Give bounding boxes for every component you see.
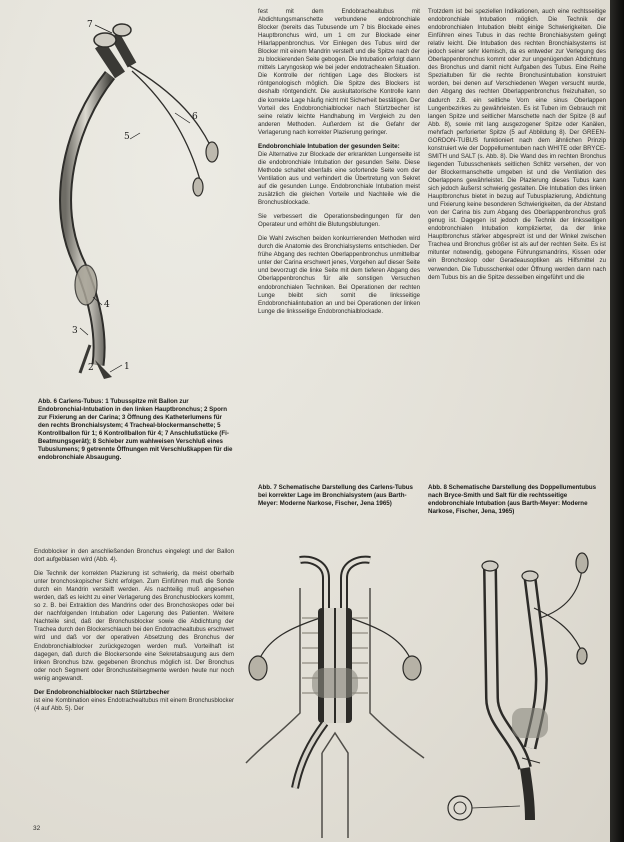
figure-7-illustration: [240, 548, 430, 838]
middle-para-4: Die Wahl zwischen beiden konkurrierenden Methoden wird durch die Anatomie des Bronchialsystems entschieden. Der frühe Abgang des rechten Oberlappenbronchus unmittelbar unter der Carina erschwert jenes, Vorgehen auf dieser Seite und bevorzugt die linke Seite mit dem tieferen Abgang des Oberlappenbronchus für alle sonstigen Versuchen endobronchialen Techniken. Bei Operationen der rechten Lunge bleibt sich somit die linksseitige Endobronchialintubation an und bei Operationen der linken Lunge die linksseitige Endobronchialblockade.: [258, 235, 420, 315]
figure-8-caption: Abb. 8 Schematische Darstellung des Doppellumentubus nach Bryce-Smith und Salt für die rechtsseitige endobronchiale Intubation (aus Barth-Meyer: Moderne Narkose, Fischer, Jena, 1965): [428, 484, 597, 515]
figure-6-illustration: [40, 15, 280, 395]
middle-heading-endobronchial: Endobronchiale Intubation der gesunden Seite:: [258, 142, 400, 150]
fig6-label-4: 4: [104, 300, 110, 310]
middle-para-3: Sie verbessert die Operationsbedingungen für den Operateur und erhöht die Blutungsblutungen.: [258, 213, 420, 229]
page-number: 32: [33, 825, 41, 832]
figure-7-caption: Abb. 7 Schematische Darstellung des Carlens-Tubus bei korrekter Lage im Bronchialsystem (aus Barth-Meyer: Moderne Narkose, Fischer, Jena 1965): [258, 484, 413, 507]
left-para-3: ist eine Kombination eines Endotrachealtubus mit einem Bronchusblocker (4 auf Abb. 5). Der: [34, 696, 234, 712]
fig6-label-7: 7: [87, 20, 93, 30]
middle-para-1: fest mit dem Endobrachealtubus mit Abdichtungsmanschette verbundene endobronchiale Blocker (bereits das Tubusende um 7 bis Blockade eines Hauptbronchus wird, um 1 cm zur Blockade einer Hilarlappenbronchus. Vor Einlegen des Tubus wird der Blocker mit einem Mandrin versteift und die Spitze nach der zu blockierenden Seite gebogen. Die Intubation erfolgt dann mittels Laryngoskop wie bei jeder endotrachealen Situation. Die Kontrolle der richtigen Lage des Blockers ist röntgenologisch möglich. Die Spitze des Blockers ist deshalb röntgendicht. Die auskultatorische Kontrolle kann die korrekte Lage häufig nicht mit Sicherheit bestätigen. Der Vorteil des Endobronchialblocker nach Stürtzbecher ist seine relativ leichte Handhabung im Vergleich zu den anderen Methoden. Außerdem ist die Gefahr der Verlagerung nach korrekter Plazierung geringer.: [258, 8, 420, 136]
left-para-2: Die Technik der korrekten Plazierung ist schwierig, da meist oberhalb unter bronchoskopischer Sicht erfolgen. Zum Einführen muß die Sonde durch ein Mandrin versteift werden. Als nachteilig muß angesehen werden, daß es leicht zu einer Verlagerung des Bronchusblockers kommt, so z. B. bei Extraktion des Mandrins oder des Bronchoskopes oder bei der nachfolgenden Intubation oder Lagerung des Patienten. Weitere Nachteile sind, daß der Bronchusblocker sowie die Abdichtung der Trachea durch den Blockerschlauch bei den Endotrachealtubus erschwert wird und daß vor der operativen Absetzung des Bronchus der Endobronchialblocker zurückgezogen werden muß. Vorteilhaft ist dagegen, daß durch die Blockersonde eine Sekretabsaugung aus dem linken Bronchus bzw. gegebenen Bronchus möglich ist. Der Bronchus oder noch Segment oder Bronchusteilsegmente werden heute nur noch wenig angewandt.: [34, 570, 234, 682]
fig6-label-1: 1: [124, 362, 130, 372]
middle-para-2: Die Alternative zur Blockade der erkrankten Lungenseite ist die endobronchiale Intubation der gesunden Seite. Diese Methode schaltet ebenfalls eine sofortende Seite vom der Ventilation aus und verhindert die Übertretung von Sekret auf die gesunden Lunge. Endobronchiale Intubation meist zusätzlich die gleichen Vorteile und Nachteile wie die Bronchusblockade.: [258, 150, 420, 207]
left-heading-stuertzbecher: Der Endobronchialblocker nach Stürtzbecher: [34, 688, 170, 696]
figure-6-caption: Abb. 6 Carlens-Tubus: 1 Tubusspitze mit Ballon zur Endobronchial-Intubation in den linken Hauptbronchus; 2 Sporn zur Fixierung an der Carina; 3 Öffnung des Katheterlumens für den rechts Bronchialsystem; 4 Tracheal-blockermanschette; 5 Kontrollballon für 1; 6 Kontrollballon für 4; 7 Anschlußstücke (Fi-Beatmungsgerät); 8 Schieber zum wahlweisen Verschluß eines Tubuslumens; 9 getrennte Öffnungen mit Verschlußkappen für die endobronchiale Absaugung.: [38, 398, 233, 461]
page-binding-shadow: [610, 0, 624, 842]
fig6-label-3: 3: [72, 326, 78, 336]
figure-8-illustration: [430, 548, 610, 838]
fig6-label-5: 5: [124, 132, 130, 142]
column-right-text: [428, 8, 606, 452]
left-para-1: Endoblocker in den anschließenden Bronchus eingelegt und der Ballon dort aufgeblasen wird (Abb. 4).: [34, 548, 234, 564]
fig6-label-6: 6: [192, 112, 198, 122]
fig6-label-2: 2: [88, 363, 94, 373]
right-para-1: Trotzdem ist bei speziellen Indikationen, auch eine rechtsseitige endobronchiale Intubation möglich. Die Technik der endobronchialen Intubation bleibt einige Schwierigkeiten. Die Einführen eines Tubus in das rechte Bronchialsystem gelingt relativ leicht. Die Intubation des rechten Bronchialsystems ist jedoch seiner sehr klemisch, da es entweder zur Verlegung des Oberlappenbronchus kommt oder zur ungenügenden Abdichtung des Bronchus und damit nicht Aufgaben des Tubus. Eine Reihe Spezialtuben für die rechte Bronchusintubation konstruiert worden, bei denen auf Verschiedenen Wegen versucht wurde, den Abgang des rechten Oberlappenbronchus freizuhalten, so dadurch z.B. ein seitliche Vorn eine sinus Oberlappen Lungenbezirkes zu gewährleisten. Es ist Tuben im Gebrauch mit langen Spitze und seitlicher Manschette nach der Spitze (8 auf Abb. 8), sowie mit lang ausgezogener Spitze oder Kanälen, mehrfach perforierter Spitze (5 auf Abbildung 8). Der GREEN-GORDON-TUBUS funktioniert nach dem ähnlichen Prinzip konstruiert wie der Doppellumentuben nach WHITE oder BRYCE-SMITH und SALT (s. Abb. 8). Die Wand des im rechten Bronchus liegenden Tubusschenkels seitlichen Schlitz versehen, der von der Blockermanschette umgeben ist und die Ventilation des Oberlappens gewährleistet. Die Plazierung dieses Tubus kann sich jedoch äußerst schwierig gestalten. Die Intubation des linken Hauptbronchus bietet in bezug auf Tubusplazierung, Abdichtung und Fixierung keine besonderen Schwierigkeiten, da der Abstand von der Carina bis zum Abgang des Oberlappenbronchus groß genug ist. Dagegen ist jedoch die Technik der linksseitigen endobronchialen Intubation komplizierter, da der linke Hauptbronchus stärker abgespreizt ist und der Winkel zwischen Trachea und Bronchus größer ist als auf der rechten Seite. Es ist mitunter notwendig, gebogene Führungsmandrins, Kissen oder ein Bronchoskop oder Geradeausoptiken als Hilfsmittel zu verwenden. Die Tubusschenkel oder Öffnung werden dann nach dem Tubus bis an die Spitze desselben eingeführt und die: [428, 8, 606, 281]
column-middle-text: [258, 8, 420, 440]
column-left-bottom-text: [34, 548, 234, 820]
